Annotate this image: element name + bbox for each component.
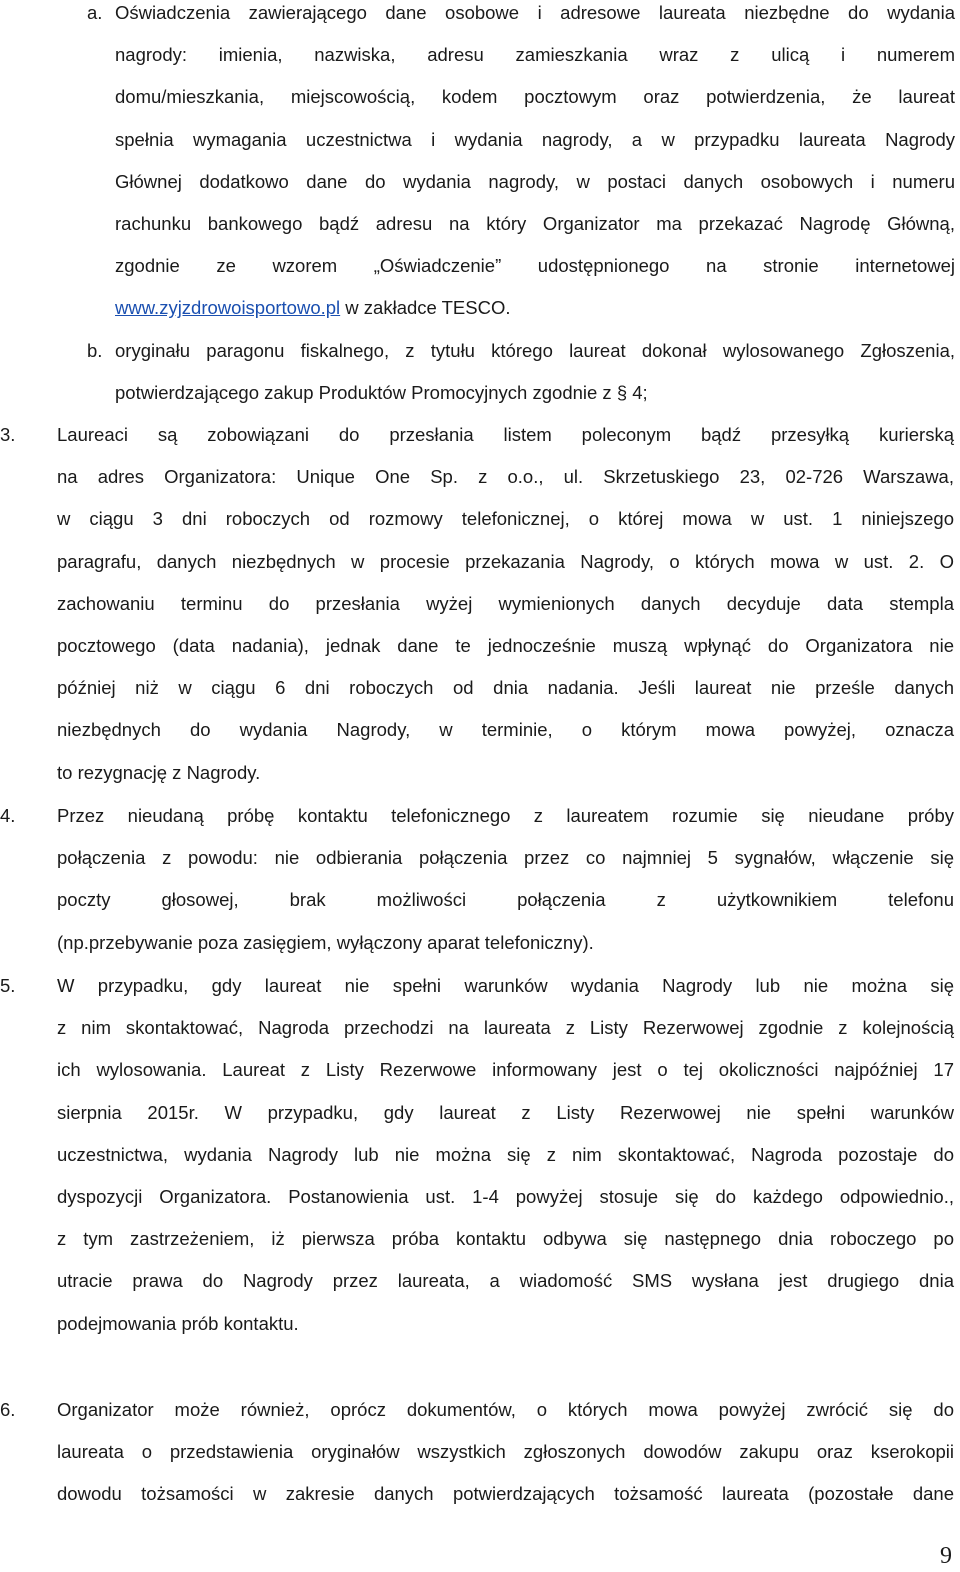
text-line: ich wylosowania. Laureat z Listy Rezerwowe informowany jest o tej okoliczności najpóźniej 17 [57,1059,954,1081]
text-line [115,297,955,339]
text-line: nagrody: imienia, nazwiska, adresu zamieszkania wraz z ulicą i numerem [115,44,955,66]
text-line: połączenia z powodu: nie odbierania połączenia przez co najmniej 5 sygnałów, włączenie się [57,847,954,869]
list-marker: 5. [0,975,16,996]
text-line: potwierdzającego zakup Produktów Promocyjnych zgodnie z § 4; [115,382,648,404]
text-line: (np.przebywanie poza zasięgiem, wyłączony aparat telefoniczny). [57,931,594,953]
text-line: rachunku bankowego bądź adresu na który Organizator ma przekazać Nagrodę Główną, [115,212,955,234]
text-line: uczestnictwa, wydania Nagrody lub nie można się z nim skontaktować, Nagroda pozostaje do [57,1143,954,1165]
text-line: z nim skontaktować, Nagroda przechodzi na laureata z Listy Rezerwowej zgodnie z kolejnością [57,1017,954,1039]
text-line: W przypadku, gdy laureat nie spełni warunków wydania Nagrody lub nie można się [57,975,954,996]
text-line: zgodnie ze wzorem „Oświadczenie” udostępnionego na stronie internetowej [115,255,955,277]
text-line: oryginału paragonu fiskalnego, z tytułu którego laureat dokonał wylosowanego Zgłoszenia, [115,340,955,361]
text-line: sierpnia 2015r. W przypadku, gdy laureat z Listy Rezerwowej nie spełni warunków [57,1101,954,1123]
text-line: Organizator może również, oprócz dokumentów, o których mowa powyżej zwrócić się do [57,1399,954,1420]
text-line: zachowaniu terminu do przesłania wyżej wymienionych danych decyduje data stempla [57,592,954,614]
text-line: pocztowego (data nadania), jednak dane te jednocześnie muszą wpłynąć do Organizatora nie [57,634,954,656]
text-line: podejmowania prób kontaktu. [57,1312,299,1334]
text-line: niezbędnych do wydania Nagrody, w terminie, o którym mowa powyżej, oznacza [57,719,954,741]
text-line: z tym zastrzeżeniem, iż pierwsza próba kontaktu odbywa się następnego dnia roboczego po [57,1228,954,1250]
text-line: utracie prawa do Nagrody przez laureata, a wiadomość SMS wysłana jest drugiego dnia [57,1270,954,1292]
text-line: domu/mieszkania, miejscowością, kodem pocztowym oraz potwierdzenia, że laureat [115,86,955,108]
page-number: 9 [940,1543,952,1569]
list-marker: a. [87,2,103,23]
text-line: dowodu tożsamości w zakresie danych potwierdzających tożsamość laureata (pozostałe dane [57,1483,954,1505]
website-link[interactable]: www.zyjzdrowoisportowo.pl [115,297,341,319]
text-line: na adres Organizatora: Unique One Sp. z o.o., ul. Skrzetuskiego 23, 02-726 Warszawa, [57,466,954,488]
text-line: Oświadczenia zawierającego dane osobowe i adresowe laureata niezbędne do wydania [115,2,955,23]
text-line: laureata o przedstawienia oryginałów wszystkich zgłoszonych dowodów zakupu oraz kserokopii [57,1441,954,1463]
list-marker: b. [87,340,103,361]
link-trailing-text: w zakładce TESCO. [340,297,511,319]
text-line: spełnia wymagania uczestnictwa i wydania nagrody, a w przypadku laureata Nagrody [115,128,955,150]
text-line: paragrafu, danych niezbędnych w procesie przekazania Nagrody, o których mowa w ust. 2. O [57,550,954,572]
text-line: poczty głosowej, brak możliwości połączenia z użytkownikiem telefonu [57,889,954,911]
text-line: w ciągu 3 dni roboczych od rozmowy telefonicznej, o której mowa w ust. 1 niniejszego [57,508,954,530]
list-marker: 4. [0,805,16,826]
list-marker: 6. [0,1399,16,1420]
text-line: dyspozycji Organizatora. Postanowienia ust. 1-4 powyżej stosuje się do każdego odpowiednio., [57,1185,954,1207]
text-line: to rezygnację z Nagrody. [57,761,261,783]
list-marker: 3. [0,424,16,445]
text-line: Głównej dodatkowo dane do wydania nagrody, w postaci danych osobowych i numeru [115,170,955,192]
text-line: Przez nieudaną próbę kontaktu telefonicznego z laureatem rozumie się nieudane próby [57,805,954,826]
text-line: Laureaci są zobowiązani do przesłania listem poleconym bądź przesyłką kurierską [57,424,954,445]
text-line: później niż w ciągu 6 dni roboczych od dnia nadania. Jeśli laureat nie prześle danych [57,677,954,699]
